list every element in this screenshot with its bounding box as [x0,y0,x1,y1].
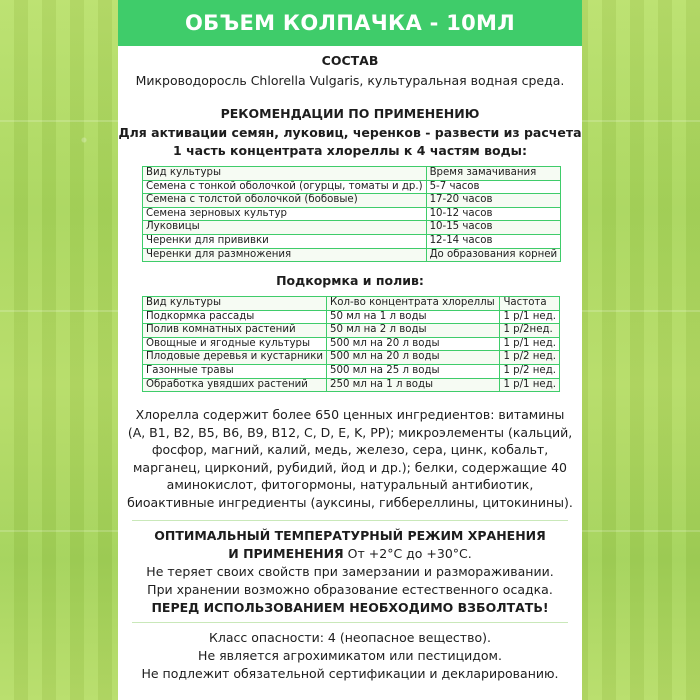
recommendations-title: РЕКОМЕНДАЦИИ ПО ПРИМЕНЕНИЮ [220,106,480,121]
table-row [143,337,560,351]
ingredients-line: биоактивные ингредиенты (ауксины, гиббереллины, цитокинины). [127,494,573,510]
table-row [143,234,561,248]
storage-sediment-text: При хранении возможно образование естественного осадка. [147,582,553,597]
table-cell: 1 р/1 нед. [500,337,560,351]
table-row [143,310,560,324]
table-cell: 5-7 часов [426,180,561,194]
table-header-cell: Частота [500,297,560,311]
hazard-class: Класс опасности: 4 (неопасное вещество). [209,630,491,645]
shake-warning: ПЕРЕД ИСПОЛЬЗОВАНИЕМ НЕОБХОДИМО ВЗБОЛТАТЬ! [151,600,549,615]
table-cell: Семена зерновых культур [143,207,427,221]
table-cell: Семена с тонкой оболочкой (огурцы, томаты и др.) [143,180,427,194]
ingredients-line: марганец, цирконий, рубидий, йод и др.); белки, содержащие 40 [133,459,567,475]
table-cell: 1 р/2 нед. [500,351,560,365]
table-cell: 50 мл на 2 л воды [327,324,500,338]
feeding-table [142,296,560,392]
table-cell: 500 мл на 20 л воды [327,337,500,351]
storage-title: ОПТИМАЛЬНЫЙ ТЕМПЕРАТУРНЫЙ РЕЖИМ ХРАНЕНИЯ [154,528,546,543]
table-cell: 1 р/1 нед. [500,310,560,324]
table-header-cell: Вид культуры [143,167,427,181]
ingredients-line: фосфор, магний, калий, медь, железо, сера, цинк, кобальт, [151,442,549,458]
storage-freeze-text: Не теряет своих свойств при замерзании и размораживании. [146,564,554,579]
table-row [143,364,560,378]
ingredients-text [118,406,582,512]
table-cell: 50 мл на 1 л воды [327,310,500,324]
table-row [143,207,561,221]
table-cell: 10-12 часов [426,207,561,221]
table-cell: 500 мл на 25 л воды [327,364,500,378]
table-cell: 1 р/2нед. [500,324,560,338]
table-cell: 1 р/2 нед. [500,364,560,378]
composition-title: СОСТАВ [321,53,379,68]
table-cell: Подкормка рассады [143,310,327,324]
table-cell: Черенки для прививки [143,234,427,248]
table-row [143,324,560,338]
table-cell: Газонные травы [143,364,327,378]
cap-volume-header: ОБЪЕМ КОЛПАЧКА - 10МЛ [118,0,582,46]
table-header-cell: Вид культуры [143,297,327,311]
table-header-row [143,297,560,311]
not-agrochemical: Не является агрохимикатом или пестицидом. [198,648,502,663]
table-cell: Обработка увядших растений [143,378,327,392]
table-cell: Черенки для размножения [143,248,427,262]
table-cell: Семена с толстой оболочкой (бобовые) [143,194,427,208]
table-cell: Овощные и ягодные культуры [143,337,327,351]
composition-text: Микроводоросль Chlorella Vulgaris, культуральная водная среда. [135,73,565,88]
feeding-title: Подкормка и полив: [276,273,424,288]
table-cell: Полив комнатных растений [143,324,327,338]
table-header-cell: Время замачивания [426,167,561,181]
table-cell: Плодовые деревья и кустарники [143,351,327,365]
recommendations-line1: Для активации семян, луковиц, черенков - развести из расчета [118,125,582,140]
table-row [143,194,561,208]
table-row [143,180,561,194]
divider [132,622,568,623]
storage-title-line2 [118,546,582,562]
ingredients-line: (A, B1, B2, B5, B6, B9, B12, C, D, E, K, PP); микроэлементы (кальций, [127,424,573,440]
table-header-row [143,167,561,181]
ingredients-line: аминокислот, фитогормоны, натуральный антибиотик, [166,477,534,493]
ingredients-line: Хлорелла содержит более 650 ценных ингредиентов: витамины [135,407,565,422]
storage-title-suffix: И ПРИМЕНЕНИЯ [228,546,344,561]
table-row [143,351,560,365]
table-cell: 500 мл на 20 л воды [327,351,500,365]
table-cell: До образования корней [426,248,561,262]
table-cell: 12-14 часов [426,234,561,248]
table-row [143,378,560,392]
table-row [143,248,561,262]
no-certification: Не подлежит обязательной сертификации и декларированию. [141,666,559,681]
soak-table [142,166,561,262]
table-cell: 1 р/1 нед. [500,378,560,392]
product-label [118,0,582,700]
table-cell: 250 мл на 1 л воды [327,378,500,392]
table-header-cell: Кол-во концентрата хлореллы [327,297,500,311]
table-cell: Луковицы [143,221,427,235]
table-cell: 10-15 часов [426,221,561,235]
divider [132,520,568,521]
table-cell: 17-20 часов [426,194,561,208]
recommendations-line2: 1 часть концентрата хлореллы к 4 частям воды: [173,143,527,158]
table-row [143,221,561,235]
storage-range: От +2°С до +30°С. [347,546,472,561]
